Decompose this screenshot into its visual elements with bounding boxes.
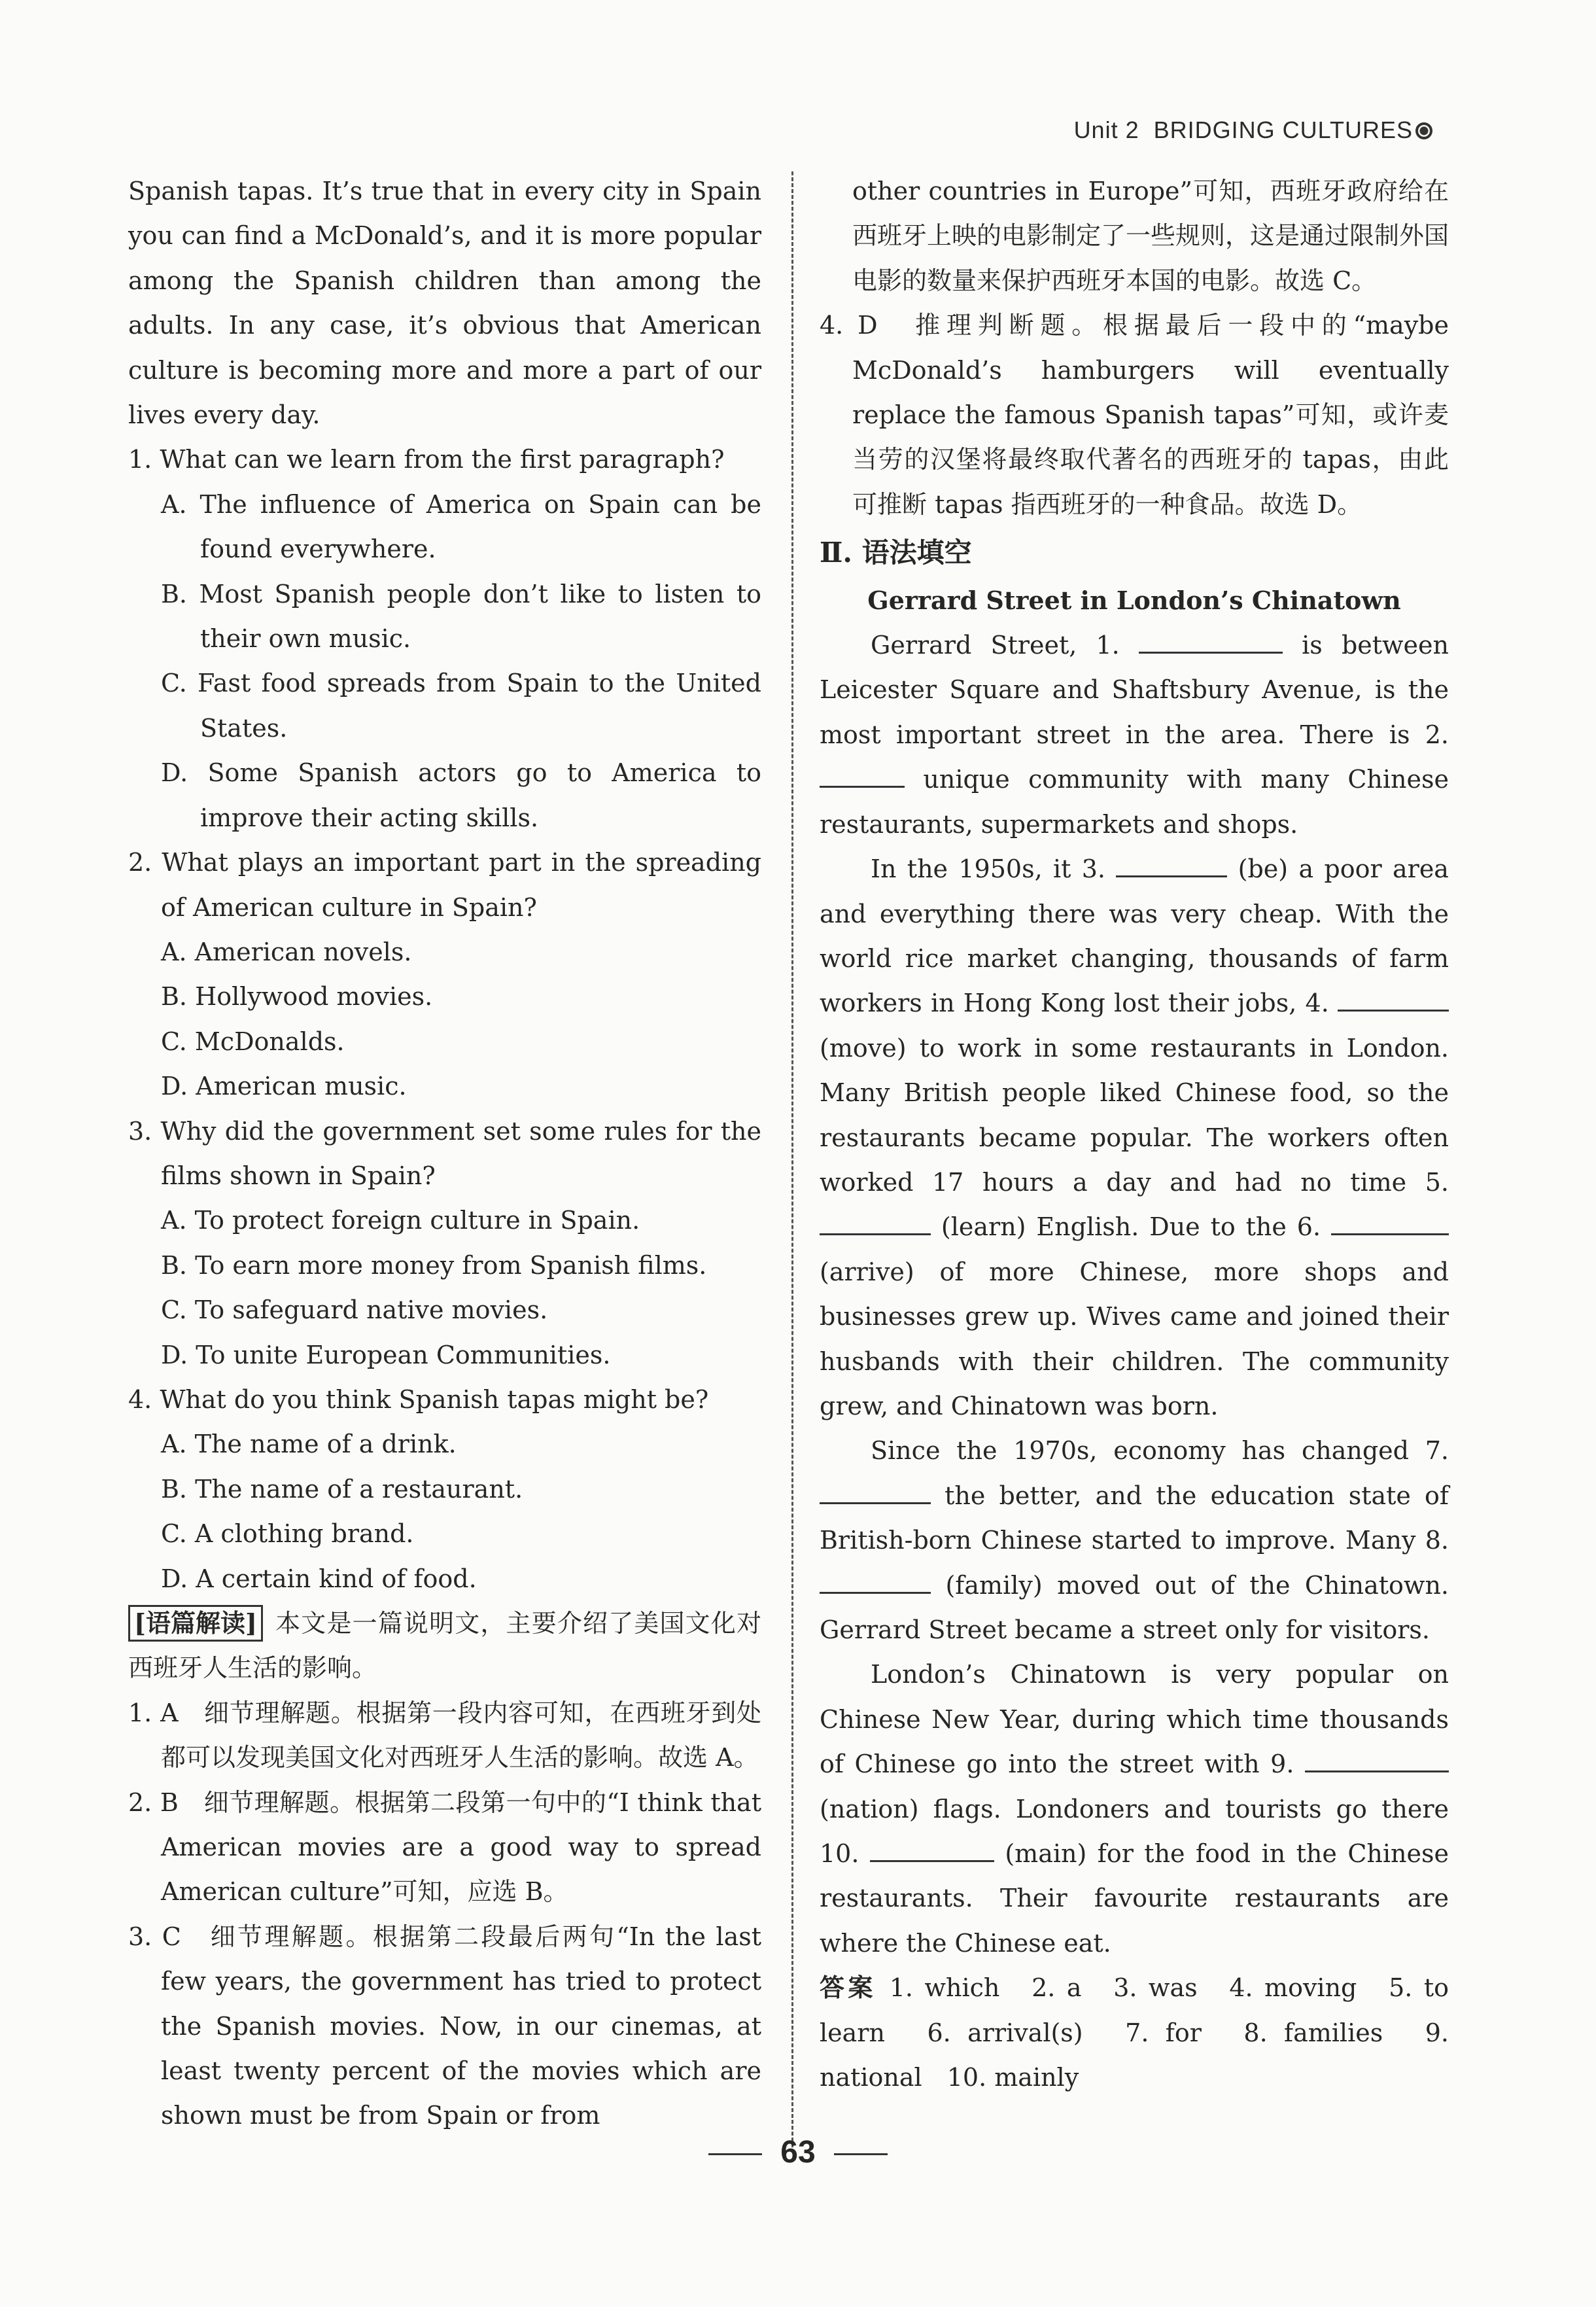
cloze-text: In the 1950s, it 3. xyxy=(871,854,1105,884)
q2-option-d: D. American music. xyxy=(161,1072,407,1101)
page-number-dash xyxy=(708,2153,762,2155)
cloze-paragraph-1 xyxy=(820,623,1449,847)
cloze-text: (be) a poor area and everything there was very cheap. With the world rice market changing, thousands of farm workers in Hong Kong lost their jobs, 4. xyxy=(820,854,1449,1018)
q3-option-d: D. To unite European Communities. xyxy=(161,1340,611,1369)
reading-analysis-tag: [语篇解读] xyxy=(128,1605,263,1642)
page-number-text: 63 xyxy=(780,2135,816,2170)
cloze-text: is between Leicester Square and Shaftsbury Avenue, is the most important street in the area. There is 2. xyxy=(820,631,1449,749)
cloze-text: (move) to work in some restaurants in London. Many British people liked Chinese food, so the restaurants became popular. The workers often worked 17 hours a day and had no time 5. xyxy=(820,1033,1449,1197)
cloze-paragraph-4 xyxy=(820,1652,1449,1965)
cloze-text: London’s Chinatown is very popular on Chinese New Year, during which time thousands of Chinese go into the street with 9. xyxy=(820,1660,1449,1779)
page-number xyxy=(0,2134,1596,2170)
q2-option-a: A. American novels. xyxy=(161,937,412,966)
explanation-4: 4. D 推理判断题。根据最后一段中的“maybe McDonald’s hamburgers will eventually replace the famous Spanish tapas”可知，或许麦当劳的汉堡将最终取代著名的西班牙的 tapas，由此可推断 tapas 指西班牙的一种食品。故选 D。 xyxy=(820,311,1449,519)
right-column xyxy=(820,169,1449,2100)
q4-option-b: B. The name of a restaurant. xyxy=(161,1474,523,1504)
cloze-text: (nation) flags. Londoners and tourists go there 10. xyxy=(820,1794,1449,1869)
column-divider xyxy=(791,171,793,2147)
running-header xyxy=(1074,116,1432,144)
q1-option-a: A. The influence of America on Spain can be found everywhere. xyxy=(161,489,761,564)
blank-2[interactable] xyxy=(820,760,905,788)
blank-8[interactable] xyxy=(820,1566,931,1594)
blank-3[interactable] xyxy=(1116,849,1227,877)
page-number-dash xyxy=(834,2153,888,2155)
q2-option-c: C. McDonalds. xyxy=(161,1027,345,1056)
cloze-text: Gerrard Street, 1. xyxy=(871,631,1120,660)
blank-6[interactable] xyxy=(1331,1207,1449,1235)
question-2: 2. What plays an important part in the spreading of American culture in Spain? xyxy=(128,848,761,922)
reading-analysis-text: 本文是一篇说明文，主要介绍了美国文化对西班牙人生活的影响。 xyxy=(128,1609,761,1683)
explanation-3: 3. C 细节理解题。根据第二段最后两句“In the last few years, the government has tried to protect the Spanish movies. Now, in our cinemas, at least twenty percent of the movies which are shown must be from Spain or from xyxy=(128,1922,761,2130)
section-heading: Ⅱ. 语法填空 xyxy=(820,537,972,569)
bullet-icon xyxy=(1415,122,1432,139)
unit-label: Unit 2 xyxy=(1073,116,1139,143)
question-3: 3. Why did the government set some rules for the films shown in Spain? xyxy=(128,1116,761,1190)
passage-title: Gerrard Street in London’s Chinatown xyxy=(867,585,1401,615)
left-column xyxy=(128,169,761,2138)
unit-title: BRIDGING CULTURES xyxy=(1153,116,1413,143)
answer-list: 1. which 2. a 3. was 4. moving 5. to learn 6. arrival(s) 7. for 8. families 9. national 10. mainly xyxy=(820,1973,1449,2092)
cloze-text: (family) moved out of the Chinatown. Gerrard Street became a street only for visitors. xyxy=(820,1570,1449,1644)
q3-option-b: B. To earn more money from Spanish films. xyxy=(161,1250,707,1280)
explanation-2: 2. B 细节理解题。根据第二段第一句中的“I think that American movies are a good way to spread American culture”可知，应选 B。 xyxy=(128,1787,761,1907)
question-1: 1. What can we learn from the first paragraph? xyxy=(128,445,725,474)
q4-option-a: A. The name of a drink. xyxy=(161,1430,457,1459)
cloze-text: (main) for the food in the Chinese restaurants. Their favourite restaurants are where the Chinese eat. xyxy=(820,1839,1449,1958)
cloze-text: Since the 1970s, economy has changed 7. xyxy=(871,1436,1449,1466)
passage-end: Spanish tapas. It’s true that in every city in Spain you can find a McDonald’s, and it is more popular among the Spanish children than among the adults. In any case, it’s obvious that American culture is becoming more and more a part of our lives every day. xyxy=(128,177,761,430)
cloze-paragraph-3 xyxy=(820,1428,1449,1652)
cloze-text: unique community with many Chinese restaurants, supermarkets and shops. xyxy=(820,765,1449,839)
cloze-text: (learn) English. Due to the 6. xyxy=(941,1212,1321,1242)
blank-5[interactable] xyxy=(820,1207,931,1235)
blank-10[interactable] xyxy=(870,1834,994,1862)
answer-key xyxy=(820,1965,1449,2100)
answer-label: 答案 xyxy=(820,1973,876,2003)
question-4: 4. What do you think Spanish tapas might be? xyxy=(128,1384,709,1414)
cloze-text: (arrive) of more Chinese, more shops and businesses grew up. Wives came and joined their husbands with their children. The community grew, and Chinatown was born. xyxy=(820,1257,1449,1420)
blank-1[interactable] xyxy=(1139,625,1283,654)
q2-option-b: B. Hollywood movies. xyxy=(161,982,433,1012)
blank-7[interactable] xyxy=(820,1476,931,1504)
cloze-text: the better, and the education state of British-born Chinese started to improve. Many 8. xyxy=(820,1481,1449,1555)
q1-option-c: C. Fast food spreads from Spain to the United States. xyxy=(161,669,761,743)
explanation-1: 1. A 细节理解题。根据第一段内容可知，在西班牙到处都可以发现美国文化对西班牙人生活的影响。故选 A。 xyxy=(128,1698,761,1772)
blank-4[interactable] xyxy=(1338,983,1449,1012)
reading-analysis xyxy=(128,1601,761,1691)
q3-option-a: A. To protect foreign culture in Spain. xyxy=(161,1206,640,1235)
blank-9[interactable] xyxy=(1305,1744,1449,1772)
q3-option-c: C. To safeguard native movies. xyxy=(161,1295,548,1325)
q1-option-d: D. Some Spanish actors go to America to improve their acting skills. xyxy=(161,758,761,832)
q4-option-d: D. A certain kind of food. xyxy=(161,1564,477,1593)
cloze-paragraph-2 xyxy=(820,847,1449,1428)
q1-option-b: B. Most Spanish people don’t like to listen to their own music. xyxy=(161,579,761,654)
q4-option-c: C. A clothing brand. xyxy=(161,1519,414,1549)
explanation-3-continued: other countries in Europe”可知，西班牙政府给在西班牙上映的电影制定了一些规则，这是通过限制外国电影的数量来保护西班牙本国的电影。故选 C。 xyxy=(852,177,1449,295)
